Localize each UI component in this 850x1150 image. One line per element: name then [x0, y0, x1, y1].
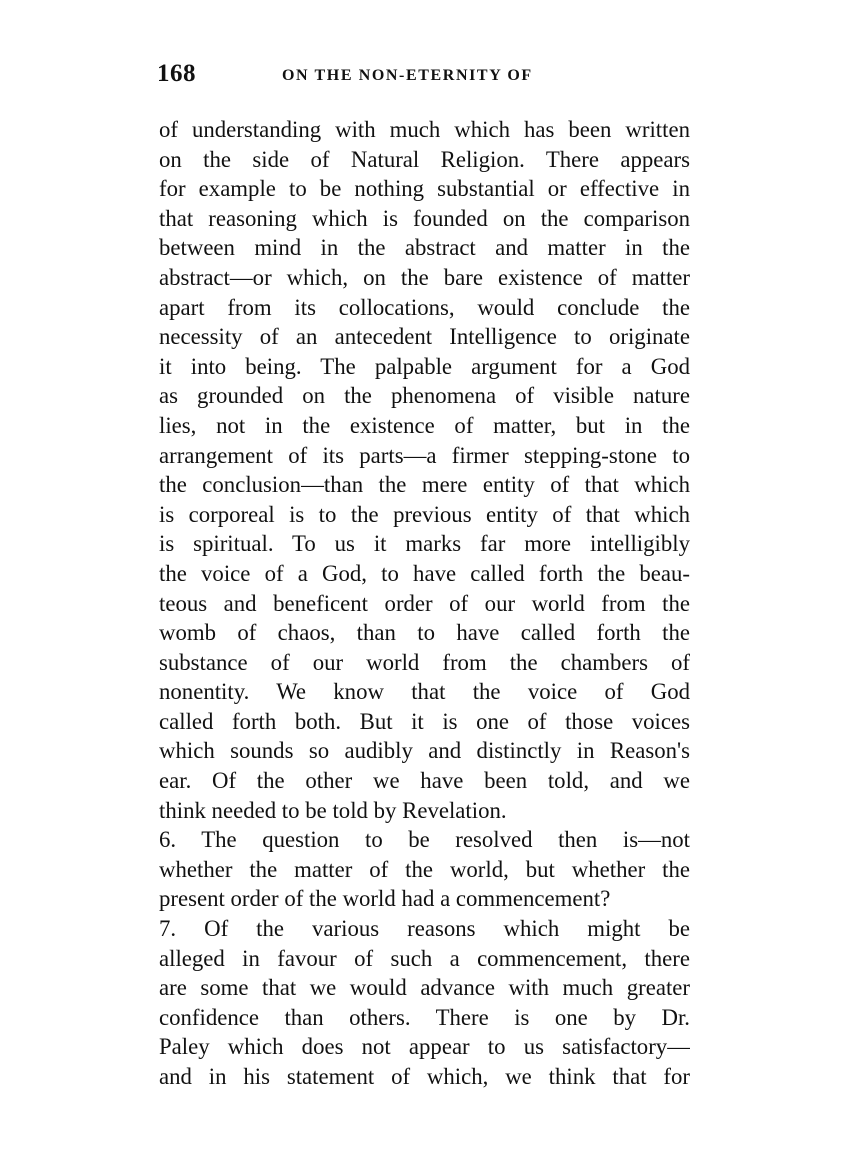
text-line: womb of chaos, than to have called forth the — [159, 620, 690, 646]
text-line: confidence than others. There is one by Dr. — [159, 1004, 690, 1030]
text-line: abstract—or which, on the bare existence of matter — [159, 264, 690, 290]
page-header — [157, 58, 697, 90]
page-number: 168 — [157, 60, 196, 87]
text-line: ear. Of the other we have been told, and we — [159, 768, 690, 794]
text-line: for example to be nothing substantial or effective in — [159, 176, 690, 202]
text-line: it into being. The palpable argument for a God — [159, 353, 690, 379]
text-line: is spiritual. To us it marks far more intelligibly — [159, 531, 690, 557]
text-line: the conclusion—than the mere entity of that which — [159, 472, 690, 498]
text-line: substance of our world from the chambers of — [159, 649, 690, 675]
text-line: teous and beneficent order of our world from the — [159, 590, 690, 616]
text-line: are some that we would advance with much greater — [159, 975, 690, 1001]
body-text — [159, 115, 690, 1092]
text-line: present order of the world had a commencement? — [159, 886, 611, 912]
text-line: Paley which does not appear to us satisfactory— — [159, 1034, 690, 1060]
text-line: of understanding with much which has been written — [159, 117, 690, 142]
text-line: between mind in the abstract and matter in the — [159, 235, 690, 261]
text-line: which sounds so audibly and distinctly in Reason's — [159, 738, 690, 764]
text-line: that reasoning which is founded on the comparison — [159, 205, 690, 231]
running-title: ON THE NON-ETERNITY OF — [282, 67, 533, 84]
text-line: as grounded on the phenomena of visible nature — [159, 383, 690, 409]
text-line: apart from its collocations, would conclude the — [159, 294, 690, 320]
text-line: on the side of Natural Religion. There appears — [159, 146, 690, 172]
text-line: is corporeal is to the previous entity of that which — [159, 501, 690, 527]
text-line: 7. Of the various reasons which might be — [159, 916, 690, 942]
text-line: and in his statement of which, we think that for — [159, 1064, 690, 1089]
text-line: lies, not in the existence of matter, but in the — [159, 412, 690, 438]
text-line: called forth both. But it is one of those voices — [159, 708, 690, 734]
text-line: arrangement of its parts—a firmer stepping-stone to — [159, 442, 690, 468]
text-line: 6. The question to be resolved then is—not — [159, 827, 690, 853]
text-line: the voice of a God, to have called forth the beau- — [159, 560, 690, 586]
text-line: nonentity. We know that the voice of God — [159, 679, 690, 705]
text-line: necessity of an antecedent Intelligence to originate — [159, 324, 690, 350]
text-line: alleged in favour of such a commencement, there — [159, 945, 690, 971]
text-line: think needed to be told by Revelation. — [159, 797, 507, 823]
text-line: whether the matter of the world, but whether the — [159, 856, 690, 882]
